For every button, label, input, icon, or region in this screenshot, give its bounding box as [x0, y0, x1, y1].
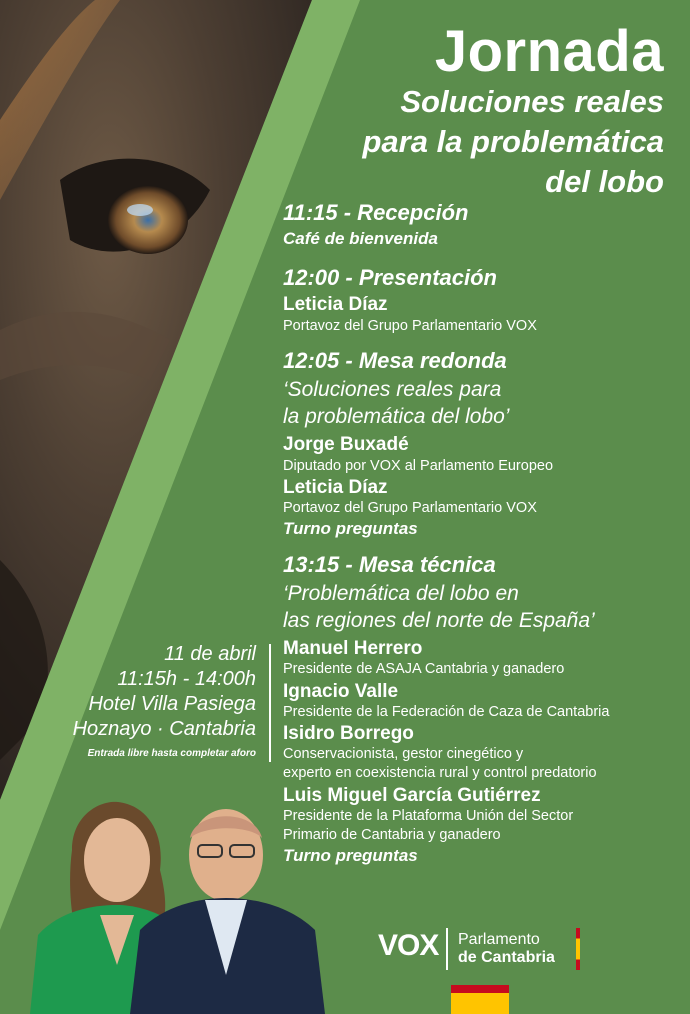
s3-topic-line-2: la problemática del lobo’ [283, 405, 510, 428]
event-date: 11 de abril [164, 643, 256, 665]
event-entry-note: Entrada libre hasta completar aforo [87, 748, 256, 759]
s4-speaker-1-name: Manuel Herrero [283, 638, 423, 659]
subtitle-line-2: para la problemática [362, 124, 664, 159]
s3-speaker-2-name: Leticia Díaz [283, 477, 388, 498]
s3-speaker-1-role: Diputado por VOX al Parlamento Europeo [283, 458, 554, 474]
s4-speaker-4-role-line-1: Presidente de la Plataforma Unión del Sector [283, 808, 574, 824]
s3-closing: Turno preguntas [283, 519, 418, 538]
s4-topic-line-1: ‘Problemática del lobo en [283, 582, 519, 605]
poster-title: Jornada [434, 19, 664, 84]
flag-stripe-icon [576, 928, 580, 970]
s4-time: 13:15 - Mesa técnica [283, 552, 496, 577]
subtitle-line-1: Soluciones reales [400, 84, 664, 119]
logo-separator [446, 928, 448, 970]
vox-logo: VOX [378, 929, 439, 962]
spain-flag-icon [451, 985, 509, 1014]
s4-speaker-4-role-line-2: Primario de Cantabria y ganadero [283, 827, 501, 843]
s4-speaker-1-role: Presidente de ASAJA Cantabria y ganadero [283, 661, 565, 677]
s1-time: 11:15 - Recepción [283, 200, 469, 225]
s4-topic-line-2: las regiones del norte de España’ [283, 609, 595, 632]
s4-speaker-4-name: Luis Miguel García Gutiérrez [283, 785, 541, 806]
s4-speaker-2-name: Ignacio Valle [283, 681, 399, 702]
logo-line-1: Parlamento [458, 931, 540, 948]
s3-speaker-1-name: Jorge Buxadé [283, 434, 409, 455]
s4-speaker-2-role: Presidente de la Federación de Caza de Cantabria [283, 704, 610, 720]
s2-speaker-role: Portavoz del Grupo Parlamentario VOX [283, 318, 537, 334]
logo-line-2: de Cantabria [458, 949, 555, 966]
subtitle-line-3: del lobo [545, 164, 664, 199]
s3-time: 12:05 - Mesa redonda [283, 348, 507, 373]
s4-speaker-3-role-line-2: experto en coexistencia rural y control predatorio [283, 765, 597, 781]
s2-speaker-name: Leticia Díaz [283, 294, 388, 315]
s3-speaker-2-role: Portavoz del Grupo Parlamentario VOX [283, 500, 537, 516]
s1-note: Café de bienvenida [283, 229, 438, 248]
event-venue: Hotel Villa Pasiega [88, 693, 256, 715]
s2-time: 12:00 - Presentación [283, 265, 497, 290]
info-divider [269, 644, 271, 762]
event-hours: 11:15h - 14:00h [117, 668, 256, 690]
s4-speaker-3-role-line-1: Conservacionista, gestor cinegético y [283, 746, 524, 762]
event-place: Hoznayo · Cantabria [72, 718, 256, 740]
s4-closing: Turno preguntas [283, 846, 418, 865]
s4-speaker-3-name: Isidro Borrego [283, 723, 414, 744]
s3-topic-line-1: ‘Soluciones reales para [283, 378, 502, 401]
